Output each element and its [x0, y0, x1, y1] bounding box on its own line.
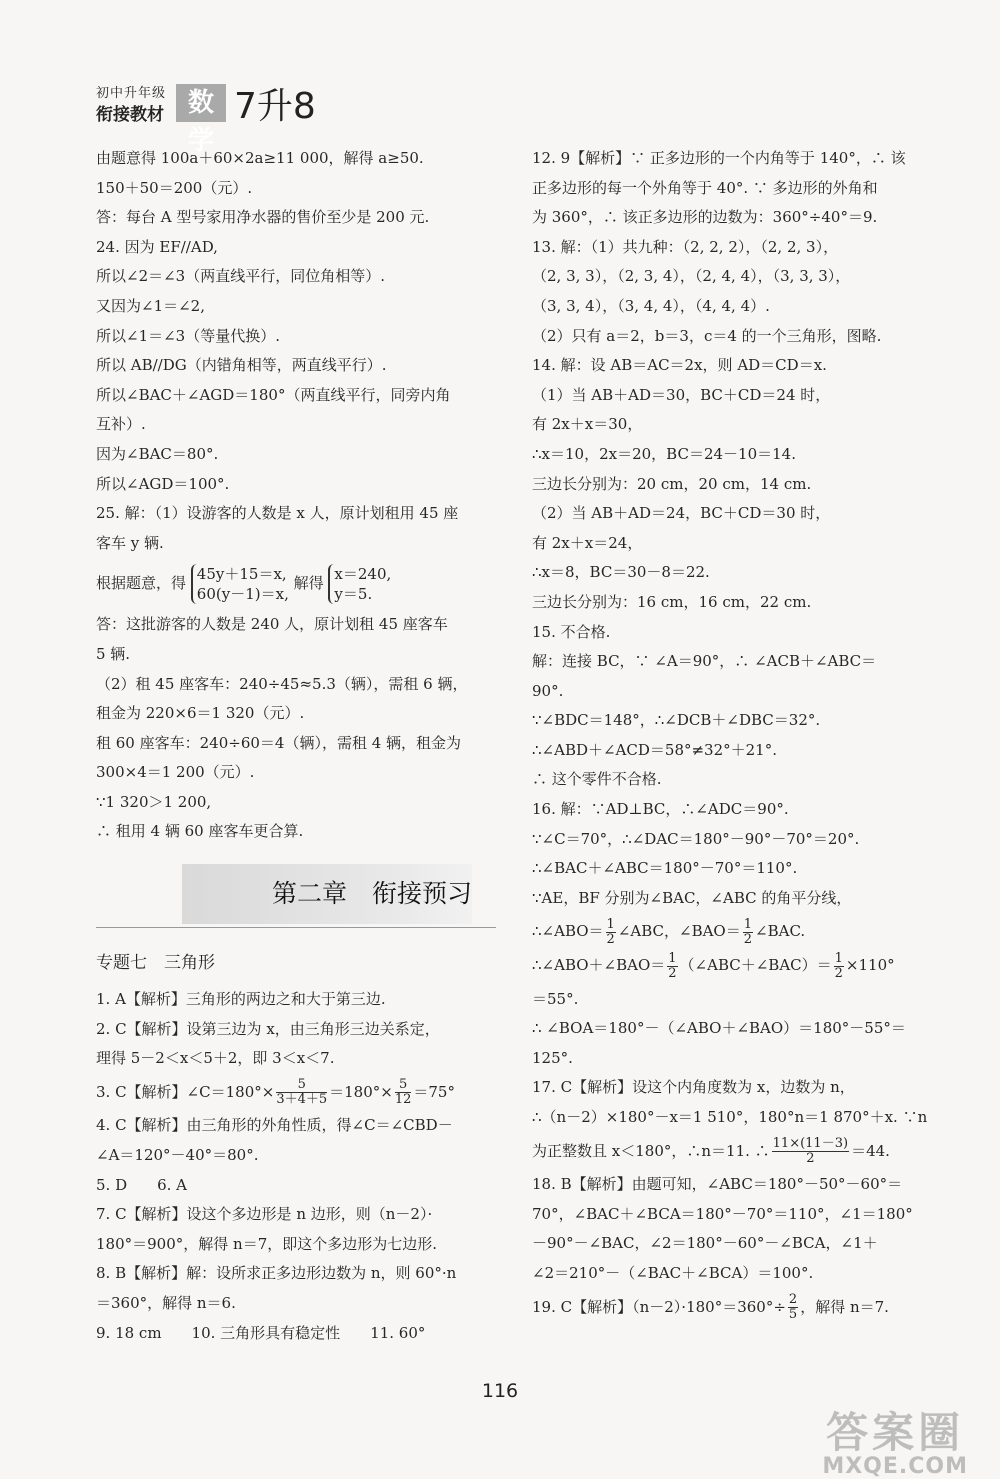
system-mid: 解得	[293, 574, 324, 593]
system-eq1: 45y＋15＝x,	[196, 565, 287, 584]
fraction	[834, 952, 844, 981]
watermark-logo	[822, 1400, 968, 1479]
answer-text: 3. C【解析】∠C＝180°×	[96, 1082, 275, 1101]
answer-line: ∴∠BAC＋∠ABC＝180°－70°＝110°.	[532, 859, 798, 878]
left-column-top	[96, 144, 496, 847]
text-line: 租 60 座客车：240÷60＝4（辆），需租 4 辆，租金为	[96, 733, 462, 752]
text-line: 答：每台 A 型号家用净水器的售价至少是 200 元.	[96, 208, 430, 227]
fraction-denominator: 2	[668, 965, 677, 981]
answer-text: 19. C【解析】（n－2）·180°＝360°÷	[532, 1297, 786, 1316]
answer-line: 为 360°，∴ 该正多边形的边数为：360°÷40°＝9.	[532, 208, 878, 227]
answer-line: 有 2x＋x＝30，	[532, 415, 643, 434]
answer-line: （1）当 AB＋AD＝30，BC＋CD＝24 时，	[532, 385, 831, 404]
fraction	[772, 1137, 849, 1166]
answer-line: 13. 解：（1）共九种：（2, 2, 2），（2, 2, 3），	[532, 237, 839, 256]
answer-text: ∴∠ABO＝	[532, 922, 604, 941]
text-line: 租金为 220×6＝1 320（元）.	[96, 704, 305, 723]
answer-line: 正多边形的每一个外角等于 40°. ∵ 多边形的外角和	[532, 178, 878, 197]
answer-text: ∠ABC，∠BAO＝	[617, 922, 741, 941]
answer-line: 90°.	[532, 681, 564, 700]
fraction-denominator: 2	[606, 931, 615, 947]
text-line: 客车 y 辆.	[96, 533, 164, 552]
fraction-numerator: 1	[606, 916, 615, 932]
answer-line-fraction	[532, 917, 932, 947]
answer-text: ＝180°×	[329, 1082, 393, 1101]
answer-line: 4. C【解析】由三角形的外角性质，得∠C＝∠CBD－	[96, 1116, 453, 1135]
right-column	[532, 144, 932, 1326]
fraction-denominator: 12	[394, 1092, 412, 1108]
chapter-divider	[96, 927, 496, 928]
system-sol1: x＝240,	[334, 565, 392, 584]
text-line: 所以∠AGD＝100°.	[96, 474, 230, 493]
fraction-denominator: 3＋4＋5	[276, 1092, 328, 1108]
answer-line: （2）当 AB＋AD＝24，BC＋CD＝30 时，	[532, 504, 831, 523]
fraction	[276, 1078, 327, 1107]
system-eq2: 60(y－1)＝x,	[196, 585, 289, 604]
text-line: ∵1 320＞1 200,	[96, 792, 212, 811]
answer-line: 15. 不合格.	[532, 622, 611, 641]
answer-line: 1. A【解析】三角形的两边之和大于第三边.	[96, 990, 386, 1008]
answer-line: ∴∠ABD＋∠ACD＝58°≠32°＋21°.	[532, 740, 777, 759]
text-line: 由题意得 100a＋60×2a≥11 000，解得 a≥50.	[96, 149, 424, 167]
system-sol2: y＝5.	[334, 585, 373, 604]
solution-brace	[328, 564, 391, 604]
left-column-bottom	[96, 985, 496, 1348]
answer-text: 为正整数且 x＜180°，∴n＝11. ∴	[532, 1141, 770, 1160]
answer-line: ∵∠C＝70°，∴∠DAC＝180°－90°－70°＝20°.	[532, 829, 860, 848]
answer-text: ＝75°	[413, 1082, 455, 1101]
answer-line: ＝55°.	[532, 989, 579, 1008]
answer-line: 180°＝900°，解得 n＝7，即这个多边形为七边形.	[96, 1234, 438, 1253]
fraction	[667, 952, 677, 981]
text-line: 300×4＝1 200（元）.	[96, 763, 255, 782]
answer-line: 16. 解：∵AD⊥BC，∴∠ADC＝90°.	[532, 800, 789, 819]
chapter-title: 第二章 衔接预习	[272, 879, 473, 908]
text-line: 因为∠BAC＝80°.	[96, 444, 219, 463]
text-line: 24. 因为 EF//AD,	[96, 237, 218, 256]
text-line: （2）租 45 座客车：240÷45≈5.3（辆），需租 6 辆，	[96, 674, 468, 693]
answer-line: 三边长分别为：16 cm，16 cm，22 cm.	[532, 592, 812, 611]
fraction	[395, 1078, 412, 1107]
answer-text: ∠BAC.	[755, 922, 806, 941]
answer-line: 5. D 6. A	[96, 1175, 188, 1194]
answer-line: ∠A＝120°－40°＝80°.	[96, 1145, 259, 1164]
answer-text: （∠ABC＋∠BAC）＝	[679, 956, 832, 975]
fraction-numerator: 11×(11－3)	[772, 1136, 849, 1152]
system-brace	[191, 564, 289, 604]
answer-text: ＝44.	[851, 1141, 890, 1160]
answer-line: ∴x＝10，2x＝20，BC＝24－10＝14.	[532, 444, 796, 463]
fraction-denominator: 5	[788, 1307, 798, 1323]
fraction-numerator: 5	[276, 1078, 327, 1093]
answer-line: 125°.	[532, 1048, 573, 1067]
answer-line: 解：连接 BC，∵ ∠A＝90°，∴ ∠ACB＋∠ABC＝	[532, 652, 877, 671]
text-line: 5 辆.	[96, 644, 131, 663]
fraction-denominator: 2	[806, 1151, 815, 1167]
header-subject: 数学	[176, 84, 226, 122]
answer-line: ∴ ∠BOA＝180°－（∠ABO＋∠BAO）＝180°－55°＝	[532, 1019, 906, 1038]
fraction	[788, 1293, 798, 1322]
text-line: 答：这批游客的人数是 240 人，原计划租 45 座客车	[96, 615, 448, 634]
chapter-banner	[96, 862, 496, 924]
answer-line: ∴x＝8，BC＝30－8＝22.	[532, 563, 710, 582]
answer-line: 有 2x＋x＝24，	[532, 533, 643, 552]
watermark-line1: 答案圈	[826, 1408, 965, 1457]
system-prefix: 根据题意，得	[96, 574, 187, 593]
answer-text: ∴∠ABO＋∠BAO＝	[532, 956, 666, 975]
answer-line-fraction	[532, 1293, 932, 1323]
text-line: 又因为∠1＝∠2,	[96, 296, 205, 315]
fraction-numerator: 5	[395, 1078, 412, 1093]
text-line: 25. 解：（1）设游客的人数是 x 人，原计划租用 45 座	[96, 504, 459, 523]
answer-line: ∵AE，BF 分别为∠BAC，∠ABC 的角平分线，	[532, 888, 852, 907]
answer-line: （2）只有 a＝2，b＝3，c＝4 的一个三角形，图略.	[532, 326, 882, 345]
text-line: 所以∠1＝∠3（等量代换）.	[96, 326, 280, 345]
fraction	[606, 918, 616, 947]
answer-line: ＝360°，解得 n＝6.	[96, 1293, 236, 1312]
answer-line: 2. C【解析】设第三边为 x，由三角形三边关系定，	[96, 1019, 440, 1038]
fraction-numerator: 1	[743, 916, 753, 932]
answer-line: 理得 5－2＜x＜5＋2，即 3＜x＜7.	[96, 1049, 335, 1068]
header-grade: 7升8	[234, 86, 316, 127]
text-line: 所以∠2＝∠3（两直线平行，同位角相等）.	[96, 267, 385, 286]
text-line: ∴ 租用 4 辆 60 座客车更合算.	[96, 822, 304, 841]
answer-line: ∴（n－2）×180°－x＝1 510°，180°n＝1 870°＋x. ∵n	[532, 1108, 928, 1126]
fraction-denominator: 2	[743, 931, 753, 947]
fraction	[743, 918, 753, 947]
answer-line: 8. B【解析】解：设所求正多边形边数为 n，则 60°·n	[96, 1264, 457, 1283]
text-line: 互补）.	[96, 415, 146, 434]
watermark-line2: MXQE.COM	[822, 1454, 968, 1479]
answer-text: ×110°	[845, 956, 895, 975]
answer-line: 9. 18 cm 10. 三角形具有稳定性 11. 60°	[96, 1323, 426, 1342]
answer-line: （2, 3, 3），（2, 3, 4），（2, 4, 4），（3, 3, 3），	[532, 267, 851, 286]
answer-line: 三边长分别为：20 cm，20 cm，14 cm.	[532, 474, 812, 493]
page-number: 116	[481, 1380, 519, 1402]
text-line: 所以 AB//DG（内错角相等，两直线平行）.	[96, 356, 387, 375]
answer-line: ∵∠BDC＝148°，∴∠DCB＋∠DBC＝32°.	[532, 711, 821, 730]
text-line: 所以∠BAC＋∠AGD＝180°（两直线平行，同旁内角	[96, 385, 451, 404]
answer-line: （3, 3, 4），（3, 4, 4），（4, 4, 4）.	[532, 296, 770, 315]
answer-line: 14. 解：设 AB＝AC＝2x，则 AD＝CD＝x.	[532, 356, 827, 375]
answer-line: 12. 9【解析】∵ 正多边形的一个内角等于 140°，∴ 该	[532, 149, 906, 167]
header-line2: 衔接教材	[96, 105, 164, 125]
answer-line-fraction	[532, 1137, 932, 1167]
answer-line: ∠2＝210°－（∠BAC＋∠BCA）＝100°.	[532, 1263, 814, 1282]
answer-text: ，解得 n＝7.	[800, 1297, 889, 1316]
answer-line-fraction	[96, 1078, 496, 1108]
answer-line: 17. C【解析】设这个内角度数为 x，边数为 n，	[532, 1078, 855, 1097]
answer-line-fraction	[532, 951, 932, 981]
answer-line: 18. B【解析】由题可知，∠ABC＝180°－50°－60°＝	[532, 1175, 903, 1194]
book-header	[96, 82, 496, 156]
answer-line: ∴ 这个零件不合格.	[532, 770, 662, 789]
answer-line: －90°－∠BAC，∠2＝180°－60°－∠BCA，∠1＋	[532, 1234, 878, 1253]
fraction-numerator: 1	[834, 950, 843, 966]
text-line: 150＋50＝200（元）.	[96, 178, 253, 197]
fraction-numerator: 2	[788, 1292, 798, 1308]
fraction-numerator: 1	[668, 950, 677, 966]
fraction-denominator: 2	[834, 965, 843, 981]
header-line1: 初中升年级	[96, 86, 167, 101]
topic-title: 专题七 三角形	[96, 953, 215, 973]
answer-line: 7. C【解析】设这个多边形是 n 边形，则（n－2）·	[96, 1205, 433, 1224]
equation-system	[96, 564, 496, 604]
answer-line: 70°，∠BAC＋∠BCA＝180°－70°＝110°，∠1＝180°	[532, 1204, 913, 1223]
